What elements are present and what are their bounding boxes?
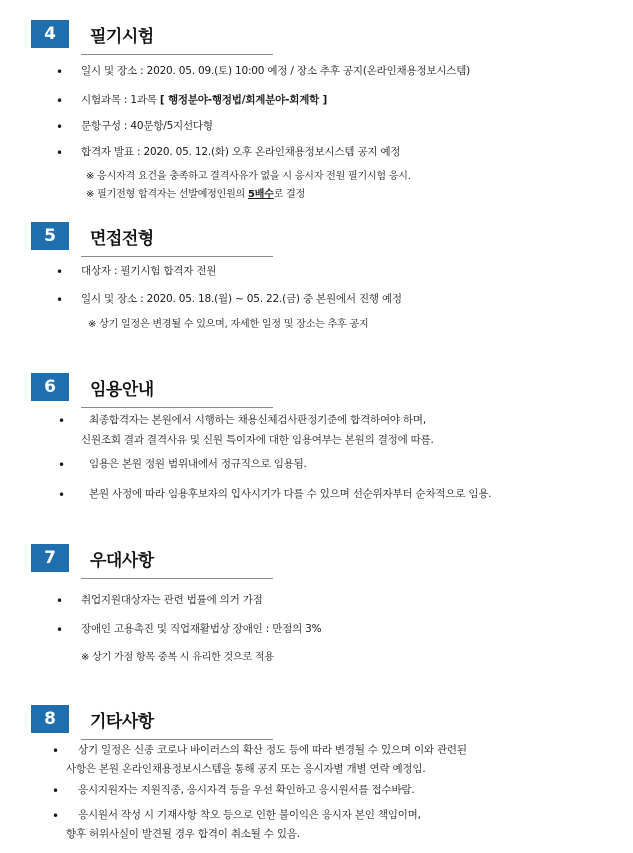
section-header <box>0 222 633 256</box>
section-title-underline <box>81 407 273 408</box>
bullet-icon: • <box>56 65 64 79</box>
section-title: 기타사항 <box>90 712 154 732</box>
section-title: 필기시험 <box>90 27 154 47</box>
section-appointment <box>0 373 633 407</box>
section-number-badge: 8 <box>31 705 69 733</box>
bullet-icon: • <box>56 94 64 108</box>
list-item: 시험과목 : 1과목 [ 행정분야-행정법/회계분야-회계학 ] <box>81 94 328 106</box>
list-item-continued: 사항은 본원 온라인채용정보시스템을 통해 공지 또는 응시자별 개별 연락 예정임. <box>66 763 426 775</box>
list-item: 취업지원대상자는 관련 법률에 의거 가점 <box>81 594 263 606</box>
list-item: 본원 사정에 따라 임용후보자의 입사시기가 다를 수 있으며 선순위자부터 순차적으로 임용. <box>89 488 492 500</box>
bullet-icon: • <box>52 744 60 758</box>
section-number-badge: 7 <box>31 544 69 572</box>
list-item: 응시지원자는 지원직종, 응시자격 등을 우선 확인하고 응시원서를 접수바람. <box>78 784 415 796</box>
section-misc <box>0 705 633 739</box>
list-item: 임용은 본원 정원 범위내에서 정규직으로 임용됨. <box>89 458 307 470</box>
note: ※ 응시자격 요건을 충족하고 결격사유가 없을 시 응시자 전원 필기시험 응시. <box>86 171 411 182</box>
section-title-underline <box>81 54 273 55</box>
section-header <box>0 544 633 578</box>
section-interview <box>0 222 633 256</box>
bullet-icon: • <box>58 488 66 502</box>
section-preference <box>0 544 633 578</box>
section-header <box>0 373 633 407</box>
bullet-icon: • <box>58 414 66 428</box>
section-header <box>0 705 633 739</box>
section-title: 면접전형 <box>90 229 154 249</box>
list-item: 일시 및 장소 : 2020. 05. 18.(월) ~ 05. 22.(금) 중 본원에서 진행 예정 <box>81 293 402 305</box>
list-item: 응시원서 작성 시 기재사항 착오 등으로 인한 불이익은 응시자 본인 책임이며, <box>78 809 421 821</box>
section-header <box>0 20 633 54</box>
section-written-exam <box>0 20 633 54</box>
section-number-badge: 6 <box>31 373 69 401</box>
list-item: 최종합격자는 본원에서 시행하는 채용신체검사판정기준에 합격하여야 하며, <box>89 414 427 426</box>
list-item: 장애인 고용촉진 및 직업재활법상 장애인 : 만점의 3% <box>81 623 322 635</box>
list-item: 상기 일정은 신종 코로나 바이러스의 확산 정도 등에 따라 변경될 수 있으며 이와 관련된 <box>78 744 467 756</box>
section-number-badge: 4 <box>31 20 69 48</box>
bullet-icon: • <box>56 623 64 637</box>
list-item: 일시 및 장소 : 2020. 05. 09.(토) 10:00 예정 / 장소 추후 공지(온라인채용정보시스템) <box>81 65 471 77</box>
list-item: 합격자 발표 : 2020. 05. 12.(화) 오후 온라인채용정보시스템 공지 예정 <box>81 146 401 158</box>
bullet-icon: • <box>56 265 64 279</box>
section-title-underline <box>81 256 273 257</box>
section-title-underline <box>81 739 273 740</box>
list-item-continued: 신원조회 결과 결격사유 및 신원 특이자에 대한 임용여부는 본원의 결정에 따름. <box>81 434 434 446</box>
section-title: 우대사항 <box>90 551 154 571</box>
bullet-icon: • <box>56 120 64 134</box>
section-title: 임용안내 <box>90 380 154 400</box>
bullet-icon: • <box>56 594 64 608</box>
bullet-icon: • <box>52 809 60 823</box>
bullet-icon: • <box>52 784 60 798</box>
section-number-badge: 5 <box>31 222 69 250</box>
note: ※ 상기 가점 항목 중복 시 유리한 것으로 적용 <box>81 652 274 663</box>
list-item: 문항구성 : 40문항/5지선다형 <box>81 120 213 132</box>
bullet-icon: • <box>56 146 64 160</box>
note: ※ 필기전형 합격자는 선발예정인원의 5배수로 결정 <box>86 189 306 200</box>
section-title-underline <box>81 578 273 579</box>
bullet-icon: • <box>58 458 66 472</box>
list-item: 대상자 : 필기시험 합격자 전원 <box>81 265 217 277</box>
list-item-continued: 향후 허위사실이 발견될 경우 합격이 취소될 수 있음. <box>66 828 300 840</box>
bullet-icon: • <box>56 293 64 307</box>
note: ※ 상기 일정은 변경될 수 있으며, 자세한 일정 및 장소는 추후 공지 <box>88 319 369 330</box>
